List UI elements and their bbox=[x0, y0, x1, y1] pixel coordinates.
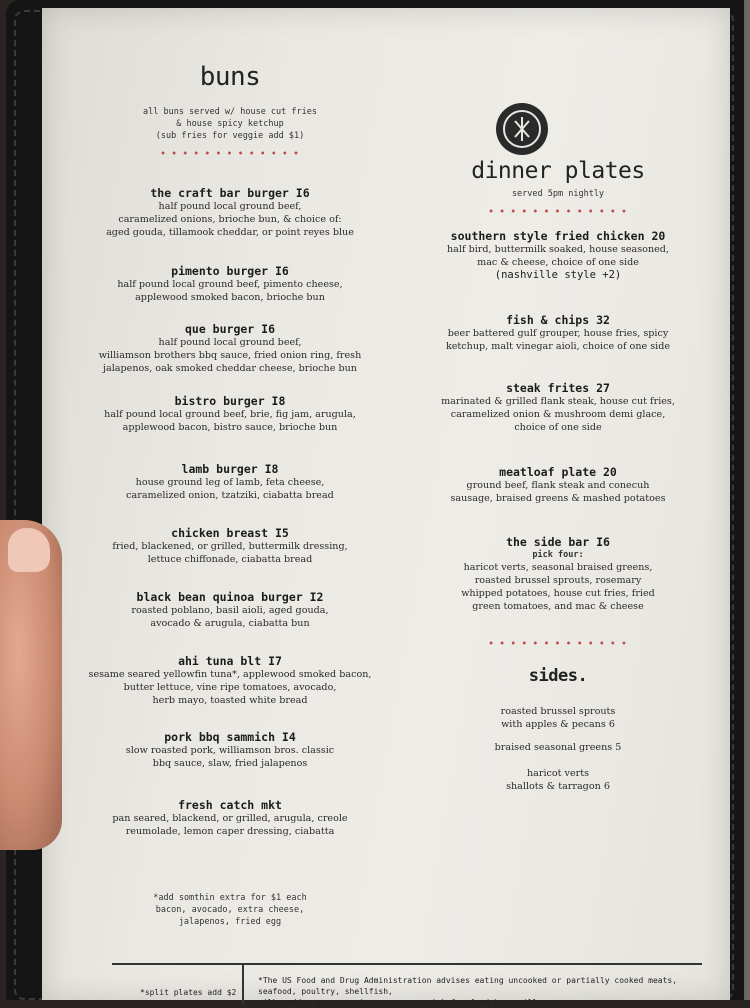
dinner-subheading: served 5pm nightly bbox=[511, 189, 605, 199]
menu-item-title: fresh catch mkt bbox=[178, 798, 282, 812]
menu-item-desc: roasted poblano, basil aioli, aged gouda, bbox=[131, 605, 329, 616]
disclaimer-line-2: milk and/or eggs may increase your risk for food borne illness bbox=[258, 998, 557, 1007]
split-plates-note: *split plates add $2 bbox=[140, 988, 237, 997]
menu-item-desc: green tomatoes, and mac & cheese bbox=[472, 601, 644, 612]
menu-item bbox=[80, 526, 380, 566]
menu-item-title: pork bbq sammich I4 bbox=[164, 730, 296, 744]
buns-note-1: all buns served w/ house cut fries bbox=[143, 107, 317, 117]
menu-item-desc: marinated & grilled flank steak, house cut fries, bbox=[441, 396, 675, 407]
menu-item-desc: herb mayo, toasted white bread bbox=[152, 695, 308, 706]
menu-item-title: the craft bar burger I6 bbox=[150, 186, 310, 200]
buns-note-2: & house spicy ketchup bbox=[176, 119, 284, 129]
menu-item-desc: butter lettuce, vine ripe tomatoes, avocado, bbox=[123, 682, 337, 693]
menu-item-desc: caramelized onion & mushroom demi glace, bbox=[450, 409, 666, 420]
sides-heading: sides. bbox=[528, 666, 588, 686]
fda-disclaimer bbox=[258, 975, 698, 1008]
side-item bbox=[408, 741, 708, 754]
menu-item-desc: ketchup, malt vinegar aioli, choice of one side bbox=[445, 341, 671, 352]
menu-item-desc: beer battered gulf grouper, house fries, spicy bbox=[447, 328, 669, 339]
menu-item-desc: bbq sauce, slaw, fried jalapenos bbox=[152, 758, 308, 769]
menu-item-extra: (nashville style +2) bbox=[494, 269, 622, 281]
divider-dots-sides: • • • • • • • • • • • • • bbox=[488, 639, 628, 650]
menu-item-desc: avocado & arugula, ciabatta bun bbox=[150, 618, 310, 629]
fork-knife-icon bbox=[496, 103, 548, 155]
menu-item bbox=[408, 465, 708, 505]
side-item-line: braised seasonal greens 5 bbox=[494, 742, 622, 753]
menu-item-title: the side bar I6 bbox=[506, 535, 610, 549]
menu-item-desc: ground beef, flank steak and conecuh bbox=[466, 480, 650, 491]
menu-item-desc: whipped potatoes, house cut fries, fried bbox=[461, 588, 655, 599]
menu-item-desc: half pound local ground beef, bbox=[158, 337, 302, 348]
menu-item bbox=[80, 590, 380, 630]
sides-section bbox=[408, 666, 708, 686]
menu-item bbox=[408, 229, 708, 281]
menu-item-desc: slow roasted pork, williamson bros. classic bbox=[125, 745, 335, 756]
menu-item-desc: haricot verts, seasonal braised greens, bbox=[463, 562, 653, 573]
menu-item-desc: reumolade, lemon caper dressing, ciabatta bbox=[125, 826, 335, 837]
buns-section bbox=[80, 62, 380, 160]
menu-item-desc: choice of one side bbox=[514, 422, 602, 433]
side-item bbox=[408, 705, 708, 731]
side-item-line: haricot verts bbox=[526, 768, 590, 779]
buns-note-3: (sub fries for veggie add $1) bbox=[155, 131, 305, 141]
footer-rule bbox=[112, 963, 702, 965]
menu-item bbox=[80, 186, 380, 239]
extra-line-3: jalapenos, fried egg bbox=[178, 917, 282, 927]
menu-item-desc: half pound local ground beef, brie, fig jam, arugula, bbox=[104, 409, 356, 420]
menu-item-desc: half pound local ground beef, pimento cheese, bbox=[117, 279, 343, 290]
menu-item-title: chicken breast I5 bbox=[171, 526, 289, 540]
side-item-line: shallots & tarragon 6 bbox=[506, 781, 610, 792]
menu-item-desc: sesame seared yellowfin tuna*, applewood smoked bacon, bbox=[88, 669, 372, 680]
divider-dots: • • • • • • • • • • • • • bbox=[160, 149, 300, 160]
menu-item-subtitle: pick four: bbox=[532, 550, 584, 560]
extra-line-1: *add somthin extra for $1 each bbox=[153, 893, 307, 903]
buns-heading: buns bbox=[199, 62, 261, 92]
menu-item-title: ahi tuna blt I7 bbox=[178, 654, 282, 668]
menu-item-desc: jalapenos, oak smoked cheddar cheese, brioche bun bbox=[103, 363, 357, 374]
restaurant-logo bbox=[496, 103, 548, 155]
menu-item-desc: roasted brussel sprouts, rosemary bbox=[474, 575, 642, 586]
menu-item-title: que burger I6 bbox=[184, 322, 275, 336]
extra-line-2: bacon, avocado, extra cheese, bbox=[155, 905, 305, 915]
thumbnail bbox=[8, 528, 50, 572]
menu-item bbox=[80, 322, 380, 375]
menu-item-desc: applewood bacon, bistro sauce, brioche bun bbox=[122, 422, 338, 433]
menu-item-title: southern style fried chicken 20 bbox=[450, 229, 666, 243]
menu-item-desc: pan seared, blackend, or grilled, arugula, creole bbox=[112, 813, 348, 824]
menu-item-desc: fried, blackened, or grilled, buttermilk dressing, bbox=[112, 541, 348, 552]
menu-item-title: steak frites 27 bbox=[506, 381, 610, 395]
footer-divider bbox=[242, 965, 244, 1005]
dinner-section bbox=[408, 158, 708, 218]
divider-dots: • • • • • • • • • • • • • bbox=[488, 207, 628, 218]
menu-item bbox=[408, 381, 708, 434]
menu-item-title: bistro burger I8 bbox=[174, 394, 286, 408]
menu-item bbox=[408, 535, 708, 613]
menu-item-title: fish & chips 32 bbox=[506, 313, 610, 327]
menu-item bbox=[80, 394, 380, 434]
menu-item bbox=[80, 654, 380, 707]
menu-item-desc: house ground leg of lamb, feta cheese, bbox=[135, 477, 325, 488]
menu-item-desc: caramelized onions, brioche bun, & choice of: bbox=[118, 214, 342, 225]
menu-item bbox=[80, 730, 380, 770]
menu-item-title: lamb burger I8 bbox=[181, 462, 279, 476]
menu-item bbox=[80, 264, 380, 304]
menu-item-desc: lettuce chiffonade, ciabatta bread bbox=[147, 554, 313, 565]
side-item bbox=[408, 767, 708, 793]
menu-item-title: pimento burger I6 bbox=[171, 264, 289, 278]
menu-item-desc: applewood smoked bacon, brioche bun bbox=[135, 292, 325, 303]
disclaimer-line-1: *The US Food and Drug Administration advises eating uncooked or partially cooked meats, seafood, poultry, shellfish, bbox=[258, 976, 678, 996]
menu-item-desc: mac & cheese, choice of one side bbox=[477, 257, 639, 268]
dinner-heading: dinner plates bbox=[471, 158, 645, 184]
side-item-line: with apples & pecans 6 bbox=[501, 719, 615, 730]
menu-item-desc: half bird, buttermilk soaked, house seasoned, bbox=[447, 244, 669, 255]
menu-item bbox=[80, 462, 380, 502]
menu-item-desc: williamson brothers bbq sauce, fried onion ring, fresh bbox=[98, 350, 362, 361]
menu-item-desc: sausage, braised greens & mashed potatoes bbox=[450, 493, 666, 504]
side-item-line: roasted brussel sprouts bbox=[500, 706, 616, 717]
menu-item-desc: half pound local ground beef, bbox=[158, 201, 302, 212]
menu-item bbox=[408, 313, 708, 353]
menu-item-title: meatloaf plate 20 bbox=[499, 465, 617, 479]
menu-item-desc: caramelized onion, tzatziki, ciabatta bread bbox=[126, 490, 334, 501]
menu-item-title: black bean quinoa burger I2 bbox=[136, 590, 324, 604]
menu-item bbox=[80, 798, 380, 838]
menu-item-desc: aged gouda, tillamook cheddar, or point reyes blue bbox=[106, 227, 354, 238]
buns-extra bbox=[80, 892, 380, 928]
